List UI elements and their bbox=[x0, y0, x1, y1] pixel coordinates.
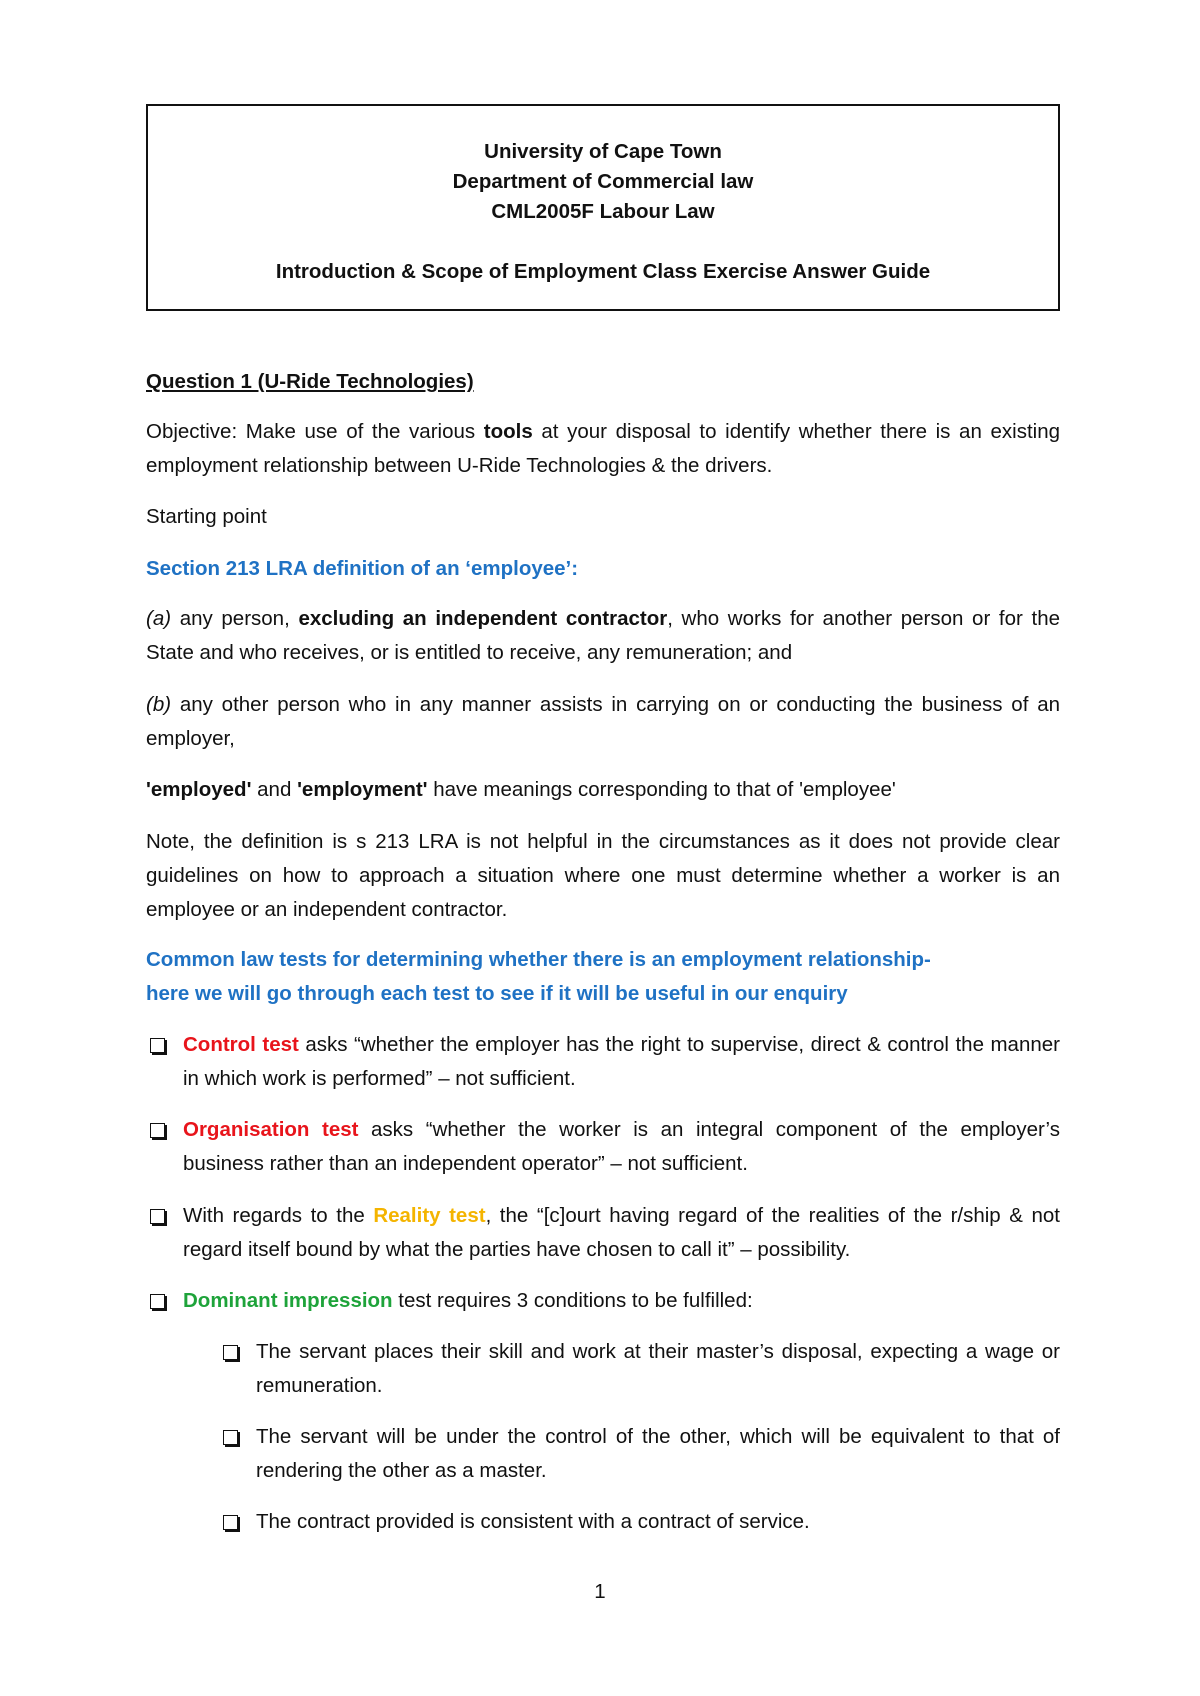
reality-test-item bbox=[183, 1199, 1060, 1267]
checkbox-icon bbox=[150, 1123, 165, 1138]
definition-a-text-start: any person, bbox=[171, 607, 299, 630]
common-law-heading bbox=[146, 943, 1076, 1011]
objective-text-start: Objective: Make use of the various bbox=[146, 420, 484, 443]
organisation-test-item bbox=[183, 1113, 1060, 1181]
objective-paragraph bbox=[146, 415, 1060, 483]
checkbox-icon bbox=[150, 1038, 165, 1053]
common-law-heading-line1: Common law tests for determining whether there is an employment relationship- bbox=[146, 948, 931, 971]
objective-text-end: at your disposal to identify whether there is an existing employment relationship between U-Ride Technologies & the drivers. bbox=[146, 420, 1060, 477]
organisation-test-label: Organisation test bbox=[183, 1118, 359, 1141]
starting-point: Starting point bbox=[146, 505, 267, 528]
definition-a-excluding: excluding an independent contractor bbox=[298, 607, 668, 630]
reality-test-intro: With regards to the bbox=[183, 1204, 374, 1227]
employment-term: 'employment' bbox=[297, 778, 428, 801]
checkbox-icon bbox=[150, 1209, 165, 1224]
department-name: Department of Commercial law bbox=[452, 170, 754, 193]
course-code: CML2005F Labour Law bbox=[491, 200, 715, 223]
employed-and: and bbox=[251, 778, 298, 801]
checkbox-icon bbox=[150, 1294, 165, 1309]
employed-definition bbox=[146, 773, 1060, 807]
dominant-condition-3: The contract provided is consistent with a contract of service. bbox=[256, 1510, 810, 1533]
section-213-heading: Section 213 LRA definition of an ‘employee’: bbox=[146, 557, 579, 580]
dominant-impression-item bbox=[183, 1284, 1060, 1318]
definition-b-label: (b) bbox=[146, 693, 172, 716]
dominant-impression-label: Dominant impression bbox=[183, 1289, 393, 1312]
document-title: Introduction & Scope of Employment Class Exercise Answer Guide bbox=[275, 260, 931, 283]
employed-term: 'employed' bbox=[146, 778, 252, 801]
page-number: 1 bbox=[594, 1580, 606, 1603]
definition-a-label: (a) bbox=[146, 607, 172, 630]
definition-b-text: any other person who in any manner assists in carrying on or conducting the business of an employer, bbox=[146, 693, 1060, 750]
dominant-condition-2: The servant will be under the control of the other, which will be equivalent to that of rendering the other as a master. bbox=[256, 1425, 1060, 1482]
objective-tools: tools bbox=[483, 420, 533, 443]
control-test-item bbox=[183, 1028, 1060, 1096]
control-test-text: asks “whether the employer has the right to supervise, direct & control the manner in which work is performed” – not sufficient. bbox=[183, 1033, 1060, 1090]
question-title: Question 1 (U-Ride Technologies) bbox=[146, 370, 474, 393]
checkbox-icon bbox=[223, 1430, 238, 1445]
checkbox-icon bbox=[223, 1515, 238, 1530]
dominant-impression-text: test requires 3 conditions to be fulfilled: bbox=[392, 1289, 753, 1312]
reality-test-label: Reality test bbox=[373, 1204, 486, 1227]
definition-b bbox=[146, 688, 1060, 756]
title-box bbox=[146, 104, 1060, 311]
university-name: University of Cape Town bbox=[484, 140, 722, 163]
dominant-condition-1: The servant places their skill and work at their master’s disposal, expecting a wage or remuneration. bbox=[256, 1340, 1060, 1397]
employed-definition-rest: have meanings corresponding to that of 'employee' bbox=[427, 778, 896, 801]
reality-test-text: , the “[c]ourt having regard of the realities of the r/ship & not regard itself bound by what the parties have chosen to call it” – possibility. bbox=[183, 1204, 1060, 1261]
definition-a bbox=[146, 602, 1060, 670]
common-law-heading-line2: here we will go through each test to see if it will be useful in our enquiry bbox=[146, 982, 848, 1005]
note-paragraph: Note, the definition is s 213 LRA is not helpful in the circumstances as it does not provide clear guidelines on how to approach a situation where one must determine whether a worker is an employee or an independent contractor. bbox=[146, 830, 1060, 921]
checkbox-icon bbox=[223, 1345, 238, 1360]
organisation-test-text: asks “whether the worker is an integral component of the employer’s business rather than an independent operator” – not sufficient. bbox=[183, 1118, 1060, 1175]
control-test-label: Control test bbox=[183, 1033, 299, 1056]
definition-a-text-end: , who works for another person or for the State and who receives, or is entitled to receive, any remuneration; and bbox=[146, 607, 1060, 664]
